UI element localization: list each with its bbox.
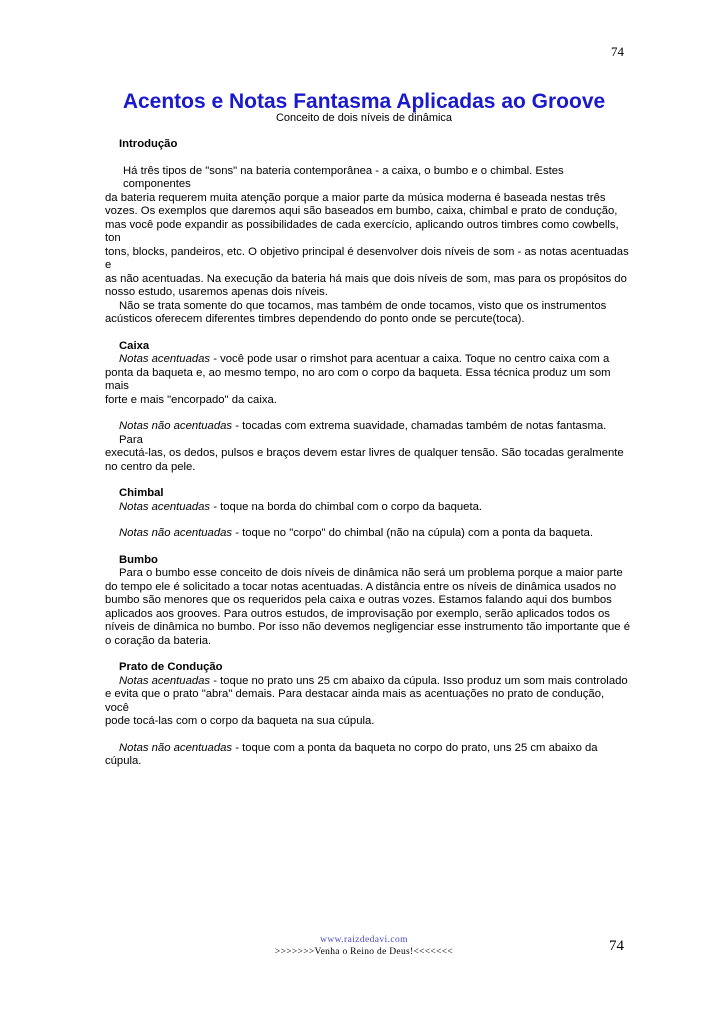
- chimbal-ghost-line: Notas não acentuadas - toque no "corpo" do chimbal (não na cúpula) com a ponta da baqueta.: [119, 527, 594, 539]
- intro-heading: Introdução: [119, 138, 178, 150]
- ghost-label: Notas não acentuadas: [119, 420, 233, 432]
- bumbo-heading: Bumbo: [119, 553, 158, 566]
- bumbo-line: Para o bumbo esse conceito de dois níveis de dinâmica não será um problema porque a maior parte: [119, 567, 623, 579]
- prato-accent-line: Notas acentuadas - toque no prato uns 25 cm abaixo da cúpula. Isso produz um som mais controlado: [119, 674, 628, 687]
- caixa-accent-line: Notas acentuadas - você pode usar o rimshot para acentuar a caixa. Toque no centro caixa com a: [119, 353, 610, 365]
- prato-ghost-line: Notas não acentuadas - toque com a ponta da baqueta no corpo do prato, uns 25 cm abaixo da: [119, 741, 598, 754]
- bumbo-line: do tempo ele é solicitado a tocar notas acentuadas. A distância entre os níveis de dinâmica usados no: [105, 580, 617, 593]
- chimbal-accent-line: Notas acentuadas - toque na borda do chimbal com o corpo da baqueta.: [119, 500, 483, 513]
- prato-heading: Prato de Condução: [119, 661, 223, 673]
- caixa-heading: Caixa: [119, 339, 150, 352]
- prato-accent-line: e evita que o prato "abra" demais. Para destacar ainda mais as acentuações no prato de condução, você: [105, 688, 605, 714]
- prato-accent-line: pode tocá-las com o corpo da baqueta na sua cúpula.: [105, 715, 375, 727]
- caixa-accent-line: forte e mais "encorpado" da caixa.: [105, 393, 277, 406]
- ghost-label: Notas não acentuadas: [119, 741, 233, 754]
- intro-paragraph: [105, 165, 631, 327]
- page-subtitle: Conceito de dois níveis de dinâmica: [275, 112, 453, 124]
- footer-motto: >>>>>>>Venha o Reino de Deus!<<<<<<<: [274, 947, 454, 957]
- intro-line: Não se trata somente do que tocamos, mas também de onde tocamos, visto que os instrumentos: [119, 299, 607, 312]
- chimbal-heading: Chimbal: [119, 487, 164, 499]
- caixa-ghost-line: Notas não acentuadas - tocadas com extrema suavidade, chamadas também de notas fantasma. Para: [119, 420, 607, 446]
- caixa-ghost-line: no centro da pele.: [105, 460, 196, 473]
- intro-line: as não acentuadas. Na execução da bateria há mais que dois níveis de som, mas para os propósitos do: [105, 272, 627, 285]
- caixa-accent-line: ponta da baqueta e, ao mesmo tempo, no aro com o corpo da baqueta. Essa técnica produz um som mais: [105, 366, 611, 392]
- intro-line: acústicos oferecem diferentes timbres dependendo do ponto onde se percute(toca).: [105, 313, 525, 325]
- intro-line: Há três tipos de "sons" na bateria contemporânea - a caixa, o bumbo e o chimbal. Estes componentes: [123, 164, 564, 190]
- accent-label: Notas acentuadas: [119, 500, 211, 513]
- accent-label: Notas acentuadas: [119, 353, 211, 365]
- intro-line: nosso estudo, usaremos apenas dois níveis.: [105, 286, 328, 298]
- page-number-bottom: 74: [609, 938, 624, 954]
- footer-site-link[interactable]: www.raizdedavi.com: [320, 935, 408, 945]
- caixa-ghost-line: executá-las, os dedos, pulsos e braços devem estar livres de qualquer tensão. São tocadas geralmente: [105, 447, 624, 459]
- bumbo-line: aplicados aos grooves. Para outros estudos, de improvisação por exemplo, serão aplicados todos os: [105, 607, 610, 620]
- bumbo-line: níveis de dinâmica no bumbo. Por isso não devemos negligenciar esse instrumento tão importante que é: [105, 621, 630, 633]
- intro-line: vozes. Os exemplos que daremos aqui são baseados em bumbo, caixa, chimbal e prato de condução,: [105, 205, 618, 217]
- page-number-top: 74: [611, 44, 624, 59]
- bumbo-line: bumbo são menores que os requeridos pela caixa e outras vozes. Estamos falando aqui dos bumbos: [105, 594, 612, 606]
- intro-line: tons, blocks, pandeiros, etc. O objetivo principal é desenvolver dois níveis de som - as notas acentuadas e: [105, 245, 629, 271]
- bumbo-line: o coração da bateria.: [105, 634, 212, 647]
- document-body: [105, 138, 631, 769]
- accent-label: Notas acentuadas: [119, 674, 211, 687]
- ghost-label: Notas não acentuadas: [119, 527, 233, 539]
- prato-ghost-line: cúpula.: [105, 755, 142, 767]
- intro-line: mas você pode expandir as possibilidades de cada exercício, aplicando outros timbres como cowbells, ton: [105, 218, 619, 244]
- page-title: Acentos e Notas Fantasma Aplicadas ao Groove: [122, 90, 606, 113]
- intro-line: da bateria requerem muita atenção porque a maior parte da música moderna é baseada nestas três: [105, 191, 606, 204]
